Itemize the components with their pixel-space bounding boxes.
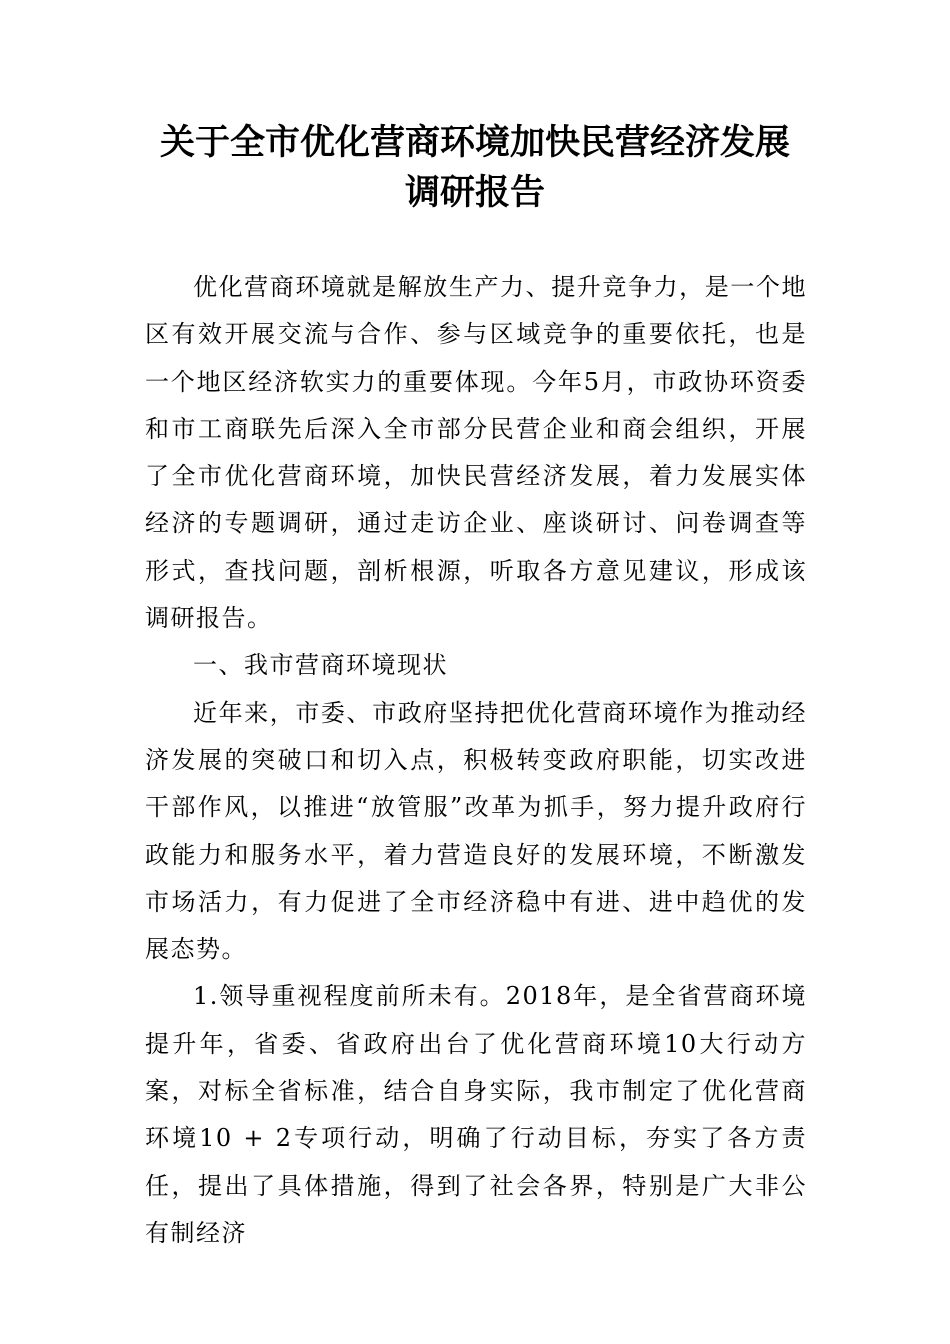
title-line-1: 关于全市优化营商环境加快民营经济发展 [159, 122, 790, 163]
paragraph-intro: 优化营商环境就是解放生产力、提升竞争力，是一个地区有效开展交流与合作、参与区域竞争的重要依托，也是一个地区经济软实力的重要体现。今年5月，市政协环资委和市工商联先后深入全市部分民营企业和商会组织，开展了全市优化营商环境，加快民营经济发展，着力发展实体经济的专题调研，通过走访企业、座谈研讨、问卷调查等形式，查找问题，剖析根源，听取各方意见建议，形成该调研报告。 [145, 273, 807, 633]
paragraph-point-1: 1.领导重视程度前所未有。2018年，是全省营商环境提升年，省委、省政府出台了优化营商环境10大行动方案，对标全省标准，结合自身实际，我市制定了优化营商环境10 + 2专项行动，明确了行动目标，夯实了各方责任，提出了具体措施，得到了社会各界，特别是广大非公有制经济 [145, 982, 807, 1247]
paragraph-status: 近年来，市委、市政府坚持把优化营商环境作为推动经济发展的突破口和切入点，积极转变政府职能，切实改进干部作风，以推进“放管服”改革为抓手，努力提升政府行政能力和服务水平，着力营造良好的发展环境，不断激发市场活力，有力促进了全市经济稳中有进、进中趋优的发展态势。 [145, 698, 807, 964]
document-body [145, 264, 807, 1257]
document-title [145, 118, 805, 218]
section-heading: 一、我市营商环境现状 [193, 651, 448, 680]
title-line-2: 调研报告 [404, 172, 545, 213]
